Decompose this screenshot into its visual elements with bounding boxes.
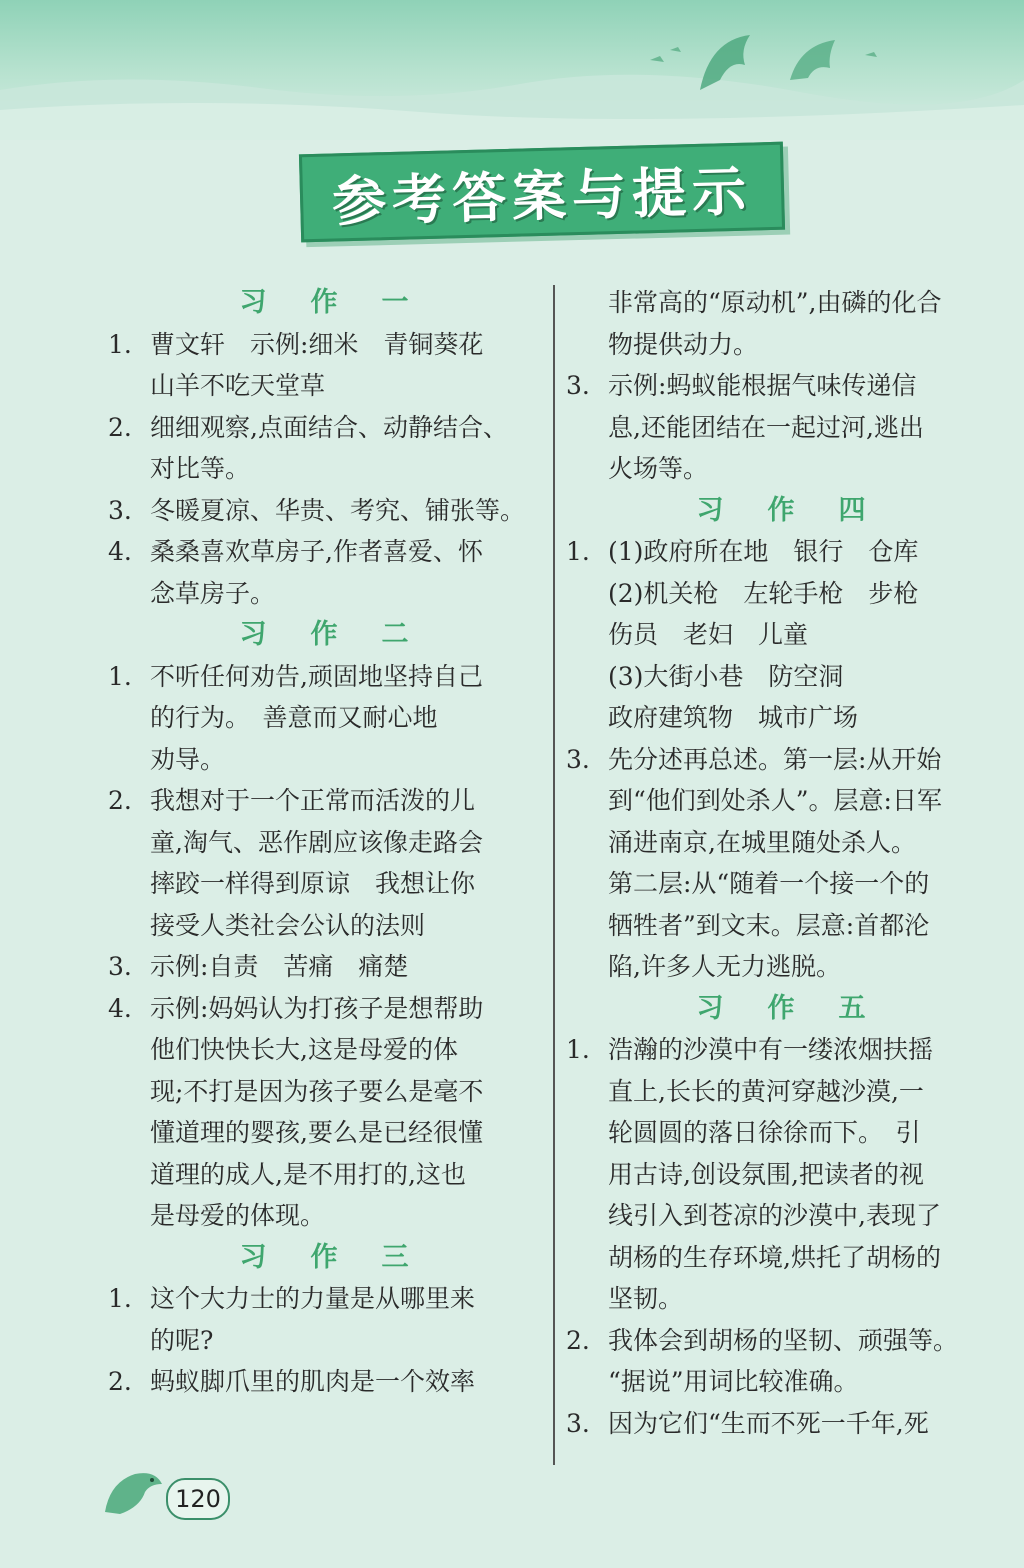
continued-text <box>566 282 996 365</box>
answer-number: 4. <box>108 537 132 566</box>
answer-line: 息,还能团结在一起过河,逃出 <box>608 412 924 442</box>
answer-number: 3. <box>108 952 132 981</box>
answer-line: 轮圆圆的落日徐徐而下。 引 <box>608 1118 921 1147</box>
answer-line: 涌进南京,在城里随处杀人。 <box>608 827 916 857</box>
answer-number: 1. <box>108 661 132 691</box>
answer-number: 1. <box>108 1284 132 1313</box>
answer-item <box>566 365 996 490</box>
answer-line: 冬暖夏凉、华贵、考究、铺张等。 <box>150 495 526 525</box>
answer-line: 细细观察,点面结合、动静结合、 <box>150 412 508 442</box>
answer-line: 是母爱的体现。 <box>150 1201 326 1230</box>
answer-line: 他们快快长大,这是母爱的体 <box>150 1035 458 1064</box>
section-heading: 习作四 <box>696 494 910 526</box>
answer-line: 火场等。 <box>608 454 709 483</box>
answer-line: 政府建筑物 城市广场 <box>608 703 859 732</box>
answer-number: 2. <box>108 786 132 815</box>
answer-line: 山羊不吃天堂草 <box>150 371 326 400</box>
right-column <box>566 282 996 1444</box>
answer-line: 先分述再总述。第一层:从开始 <box>608 744 942 774</box>
answer-item <box>566 1029 996 1320</box>
answer-line: 示例:妈妈认为打孩子是想帮助 <box>150 993 484 1023</box>
answer-number: 1. <box>566 537 590 566</box>
answer-line: 懂道理的婴孩,要么是已经很懂 <box>150 1118 483 1147</box>
answer-item <box>108 988 540 1237</box>
answer-item <box>108 780 540 946</box>
answer-number: 2. <box>108 1367 132 1396</box>
answer-item <box>108 531 540 614</box>
seal-icon <box>100 1462 170 1522</box>
page-title-text: 参考答案与提示 <box>331 159 753 233</box>
section-heading: 习作三 <box>239 1241 453 1273</box>
answer-item <box>108 656 540 781</box>
answer-line: 因为它们“生而不死一千年,死 <box>608 1408 929 1438</box>
answer-line: 我想对于一个正常而活泼的儿 <box>150 786 476 815</box>
page-number <box>166 1478 230 1520</box>
answer-line: 不听任何劝告,顽固地坚持自己 <box>150 661 483 691</box>
answer-line: (2)机关枪 左轮手枪 步枪 <box>608 578 919 608</box>
dolphins-icon <box>640 20 900 110</box>
answer-number: 3. <box>108 495 132 525</box>
answer-number: 4. <box>108 993 132 1023</box>
answer-number: 2. <box>566 1325 590 1355</box>
answer-number: 3. <box>566 744 590 774</box>
column-divider <box>553 285 555 1465</box>
answer-line: 道理的成人,是不用打的,这也 <box>150 1159 466 1189</box>
answer-line: 这个大力士的力量是从哪里来 <box>150 1284 476 1313</box>
answer-item <box>108 1361 540 1403</box>
answer-line: 物提供动力。 <box>608 329 759 359</box>
answer-line: 现;不打是因为孩子要么是毫不 <box>150 1076 484 1106</box>
answer-line: 示例:蚂蚁能根据气味传递信 <box>608 371 917 400</box>
answer-line: 我体会到胡杨的坚韧、顽强等。 <box>608 1325 959 1355</box>
answer-item <box>566 1403 996 1445</box>
answer-line: 伤员 老妇 儿童 <box>608 620 809 649</box>
answer-line: 念草房子。 <box>150 578 276 608</box>
answer-line: 接受人类社会公认的法则 <box>150 910 426 940</box>
left-column <box>108 282 540 1403</box>
answer-line: 曹文轩 示例:细米 青铜葵花 <box>150 329 484 359</box>
section-heading: 习作二 <box>239 619 453 650</box>
answer-line: 桑桑喜欢草房子,作者喜爱、怀 <box>150 537 483 566</box>
answer-number: 3. <box>566 371 590 400</box>
answer-line: 浩瀚的沙漠中有一缕浓烟扶摇 <box>608 1035 934 1064</box>
answer-item <box>108 490 540 532</box>
page-number-text: 120 <box>175 1485 221 1513</box>
answer-number: 2. <box>108 412 132 442</box>
answer-line: 线引入到苍凉的沙漠中,表现了 <box>608 1201 941 1230</box>
answer-line: 童,淘气、恶作剧应该像走路会 <box>150 827 483 857</box>
answer-item <box>108 946 540 988</box>
answer-line: 第二层:从“随着一个接一个的 <box>608 869 930 898</box>
answer-line: 胡杨的生存环境,烘托了胡杨的 <box>608 1242 941 1272</box>
answer-line: 陷,许多人无力逃脱。 <box>608 952 841 981</box>
answer-item <box>566 1320 996 1403</box>
answer-line: 坚韧。 <box>608 1284 684 1313</box>
answer-line: 蚂蚁脚爪里的肌肉是一个效率 <box>150 1367 476 1396</box>
section-heading: 习作一 <box>239 287 453 318</box>
answer-line: 的呢? <box>150 1325 214 1355</box>
answer-line: “据说”用词比较准确。 <box>608 1367 859 1396</box>
answer-number: 3. <box>566 1408 590 1438</box>
answer-line: 的行为。 善意而又耐心地 <box>150 703 438 732</box>
answer-number: 1. <box>566 1035 590 1064</box>
answer-line: (3)大街小巷 防空洞 <box>608 661 844 691</box>
answer-line: 到“他们到处杀人”。层意:日军 <box>608 786 942 815</box>
answer-item <box>566 531 996 739</box>
answer-line: 对比等。 <box>150 454 251 483</box>
answer-number: 1. <box>108 329 132 359</box>
answer-line: 劝导。 <box>150 744 226 774</box>
answer-line: 用古诗,创设氛围,把读者的视 <box>608 1159 924 1189</box>
answer-item <box>108 1278 540 1361</box>
page-title <box>299 142 785 243</box>
answer-item <box>566 739 996 988</box>
answer-line: (1)政府所在地 银行 仓库 <box>608 537 919 566</box>
answer-line: 牺牲者”到文末。层意:首都沦 <box>608 910 930 940</box>
answer-line: 示例:自责 苦痛 痛楚 <box>150 952 409 981</box>
answer-line: 摔跤一样得到原谅 我想让你 <box>150 869 476 898</box>
answer-item <box>108 407 540 490</box>
section-heading: 习作五 <box>696 992 910 1024</box>
answer-line: 非常高的“原动机”,由磷的化合 <box>608 288 942 317</box>
answer-line: 直上,长长的黄河穿越沙漠,一 <box>608 1076 924 1106</box>
answer-item <box>108 324 540 407</box>
